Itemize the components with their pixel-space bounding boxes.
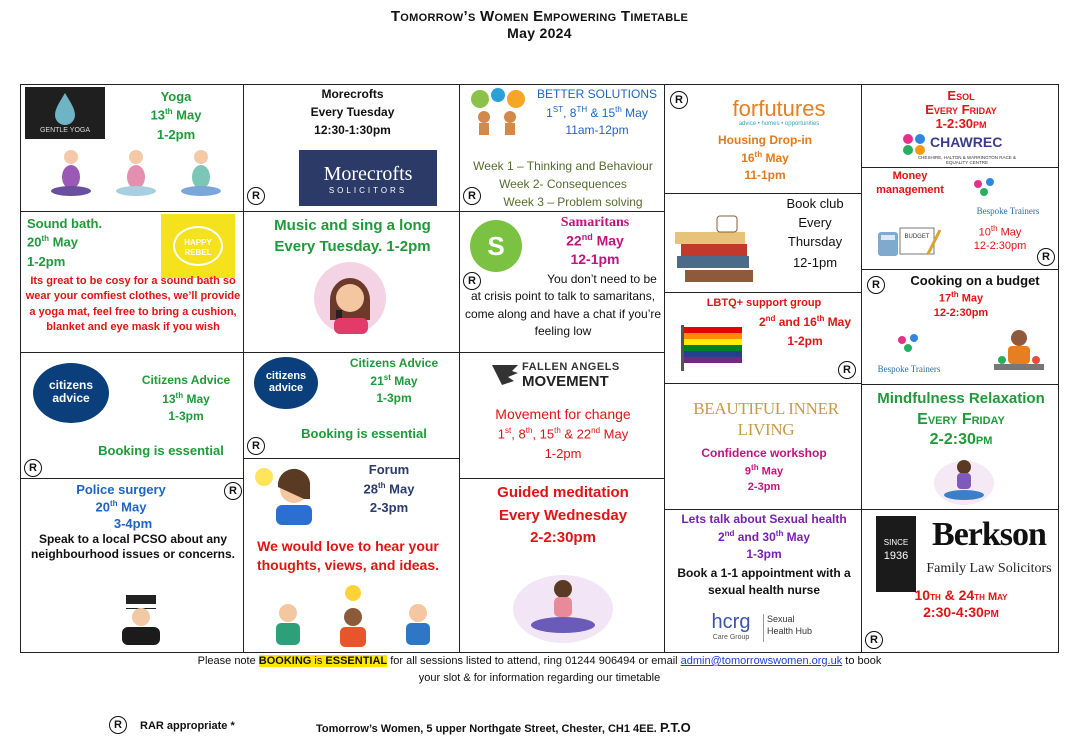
mindfulness-cell [861, 384, 1059, 510]
cooking-title: Cooking on a budget [910, 273, 1040, 288]
yoga-people-icon [41, 147, 231, 197]
bespoke-people-icon [970, 176, 998, 202]
better-solutions-week3: Week 3 – Problem solving [503, 195, 643, 209]
citizens-advice-1-cell [20, 352, 244, 479]
samaritans-logo-icon [468, 218, 524, 274]
sound-bath-time: 1-2pm [27, 254, 66, 269]
book-club-title: Book club [786, 196, 844, 211]
citizens-advice-1-time: 1-3pm [168, 409, 204, 423]
better-solutions-dates: 1ST, 8TH & 15th May [546, 105, 648, 120]
sound-bath-date: 20th May [27, 234, 78, 250]
berkson-logo: Berkson [932, 516, 1046, 553]
page-title: Tomorrow’s Women Empowering Timetable [390, 8, 689, 25]
chef-icon [990, 326, 1048, 378]
mindfulness-time: 2-2:30pm [929, 431, 993, 448]
gears-people-icon [464, 87, 530, 137]
confidence-workshop-time: 2-3pm [747, 481, 781, 493]
rar-mark-icon: R [24, 459, 42, 477]
bespoke-trainers-logo: Bespoke Trainers [976, 206, 1040, 216]
sexual-health-time: 1-3pm [746, 547, 782, 561]
money-management-cell [861, 167, 1059, 270]
better-solutions-time: 11am-12pm [565, 123, 629, 137]
money-management-date: 10th May [978, 224, 1022, 239]
cooking-cell [861, 269, 1059, 385]
meditation-icon [932, 453, 996, 507]
berkson-time: 2:30-4:30pm [923, 604, 999, 620]
fallen-angels-cell: FALLEN ANGELS MOVEMENT Movement for change 1st, 8th, 15th & 22nd May 1-2pm [459, 352, 665, 479]
cooking-date: 17th May [938, 290, 984, 305]
citizens-advice-2-cell [243, 352, 460, 459]
book-club-time: 12-1pm [792, 255, 838, 270]
guided-meditation-time: 2-2:30pm [530, 529, 596, 546]
police-officer-icon [116, 591, 166, 647]
music-cell [243, 211, 460, 353]
citizens-advice-logo: citizens advice [33, 363, 109, 423]
budget-calculator-icon [876, 226, 942, 258]
confidence-workshop-title: Confidence workshop [701, 446, 827, 460]
housing-dropin-time: 11-1pm [744, 168, 786, 182]
esol-when: Every Friday [925, 102, 997, 117]
money-management-time: 12-2:30pm [973, 240, 1027, 252]
yoga-time: 1-2pm [156, 127, 196, 142]
hcrg-logo: hcrg Care Group Sexual Health Hub [711, 611, 813, 641]
confidence-workshop-date: 9th May [744, 463, 784, 478]
forum-date: 28th May [363, 481, 415, 497]
beautiful-inner-living-logo: BEAUTIFUL INNER LIVING [693, 399, 839, 440]
esol-cell [861, 84, 1059, 168]
morecrofts-title: Morecrofts [321, 87, 384, 101]
svg-text:S: S [487, 231, 505, 261]
books-icon [671, 202, 763, 286]
esol-title: Esol [947, 88, 975, 103]
page-subtitle: May 2024 [507, 25, 572, 41]
lgbtq-time: 1-2pm [787, 334, 823, 348]
samaritans-cell [459, 211, 665, 353]
money-management-title: Money management [876, 170, 944, 196]
better-solutions-week1: Week 1 – Thinking and Behaviour [473, 159, 653, 173]
housing-dropin-title: Housing Drop-in [718, 133, 812, 147]
singer-icon [312, 260, 388, 336]
beautiful-inner-living-cell [664, 383, 862, 510]
rar-mark-icon: R [838, 361, 856, 379]
meditation-icon [506, 569, 620, 645]
citizens-advice-1-date: 13th May [162, 391, 210, 406]
rar-mark-icon: R [867, 276, 885, 294]
police-surgery-date: 20th May [95, 499, 147, 515]
chawrec-dots-icon [902, 133, 928, 155]
group-ideas-icon [258, 583, 448, 647]
svg-text:BUDGET: BUDGET [904, 234, 930, 240]
address: Tomorrow’s Women, 5 upper Northgate Street, Chester, CH1 4EE. P.T.O [316, 720, 691, 735]
sexual-health-cell [664, 509, 862, 653]
rar-mark-icon: R [247, 437, 265, 455]
music-title: Music and sing a long [274, 217, 431, 234]
fallen-angels-time: 1-2pm [544, 446, 582, 461]
police-surgery-description: Speak to a local PCSO about any neighbourhood issues or concerns. [30, 532, 236, 561]
lgbtq-dates: 2nd and 16th May [758, 314, 852, 329]
sound-bath-description: Its great to be cosy for a sound bath so wear your comfiest clothes, we’ll provide a yoga mat, feel free to bring a cushion, blanket and eye mask if you wish [25, 275, 241, 334]
rar-mark-icon: R [1037, 248, 1055, 266]
guided-meditation-title: Guided meditation [497, 484, 629, 501]
berkson-cell: SINCE 1936 Berkson Family Law Solicitors 10th & 24th May 2:30-4:30pm R [861, 509, 1059, 653]
samaritans-description: You don’t need to be at crisis point to talk to samaritans, come along and have a chat if you’re feeling low [464, 272, 662, 339]
forum-time: 2-3pm [369, 500, 409, 515]
guided-meditation-when: Every Wednesday [498, 507, 628, 524]
sound-bath-title: Sound bath. [27, 216, 103, 231]
guided-meditation-cell [459, 478, 665, 653]
fallen-angels-title: Movement for change [495, 406, 631, 422]
fallen-angels-dates: 1st, 8th, 15th & 22nd May [497, 426, 629, 442]
better-solutions-title: BETTER SOLUTIONS [536, 87, 658, 101]
thinking-woman-icon [250, 463, 322, 527]
sexual-health-title: Lets talk about Sexual health [681, 512, 847, 526]
booking-note-line2: your slot & for information regarding our timetable [418, 672, 661, 684]
forum-description: We would love to hear your thoughts, views, and ideas. [256, 538, 440, 573]
citizens-advice-logo: citizens advice [254, 357, 318, 409]
yoga-cell [20, 84, 244, 212]
morecrofts-cell [243, 84, 460, 212]
music-when: Every Tuesday. 1-2pm [274, 238, 431, 255]
samaritans-title: Samaritans [560, 215, 630, 230]
samaritans-date: 22nd May [566, 232, 624, 249]
fallen-angels-logo: FALLEN ANGELS [522, 361, 620, 373]
police-surgery-cell [20, 478, 244, 653]
citizens-advice-1-title: Citizens Advice [141, 373, 231, 387]
sexual-health-dates: 2nd and 30th May [717, 529, 811, 544]
morecrofts-when: Every Tuesday [310, 105, 395, 119]
yoga-date: 13th May [150, 107, 202, 123]
morecrofts-logo: Morecrofts SOLICITORS [299, 150, 437, 206]
book-club-cell: Book club Every Thursday 12-1pm [664, 193, 862, 293]
police-surgery-time: 3-4pm [113, 516, 153, 531]
citizens-advice-1-note: Booking is essential [98, 443, 224, 458]
rar-mark-icon: R [247, 187, 265, 205]
sound-bath-cell [20, 211, 244, 353]
forum-title: Forum [368, 462, 410, 477]
rar-mark-icon: R [224, 482, 242, 500]
police-surgery-title: Police surgery [76, 482, 166, 497]
lgbtq-title: LBTQ+ support group [706, 297, 822, 309]
mindfulness-when: Every Friday [917, 411, 1005, 428]
gentle-yoga-logo: GENTLE YOGA [25, 87, 105, 139]
forfutures-logo: forfutures [732, 96, 826, 121]
bespoke-trainers-logo: Bespoke Trainers [877, 364, 941, 374]
rar-mark-icon: R [865, 631, 883, 649]
cooking-time: 12-2:30pm [933, 307, 989, 319]
better-solutions-cell [459, 84, 665, 212]
forfutures-cell: forfutures advice • homes • opportunities Housing Drop-in 16th May 11-1pm R [664, 84, 862, 194]
forum-cell [243, 458, 460, 653]
rar-mark-icon: R [670, 91, 688, 109]
sexual-health-description: Book a 1-1 appointment with a sexual health nurse [677, 566, 851, 598]
better-solutions-week2: Week 2- Consequences [499, 177, 627, 191]
berkson-dates: 10th & 24th May [914, 587, 1008, 603]
yoga-title: Yoga [160, 89, 192, 104]
housing-dropin-date: 16th May [741, 150, 789, 165]
citizens-advice-2-title: Citizens Advice [349, 356, 439, 370]
berkson-since-badge: SINCE 1936 [876, 516, 916, 592]
rar-mark-icon: R [463, 272, 481, 290]
email-link[interactable]: admin@tomorrowswomen.org.uk [680, 655, 843, 667]
citizens-advice-2-date: 21st May [370, 373, 418, 388]
rar-legend: RAR appropriate * [140, 720, 235, 732]
lgbtq-cell [664, 292, 862, 384]
citizens-advice-2-time: 1-3pm [376, 391, 412, 405]
rar-mark-icon: R [463, 187, 481, 205]
happy-rebel-logo: HAPPY REBEL [161, 214, 235, 278]
citizens-advice-2-note: Booking is essential [301, 426, 427, 441]
wing-icon [490, 361, 520, 387]
pride-flag-icon [679, 321, 745, 373]
morecrofts-time: 12:30-1:30pm [314, 123, 391, 137]
bespoke-people-icon [894, 332, 922, 358]
mindfulness-title: Mindfulness Relaxation [877, 390, 1045, 407]
chawrec-logo: CHAWREC CHESHIRE, HALTON & WARRINGTON RACE & EQUALITY CENTRE [902, 133, 1022, 167]
rar-mark-icon: R [109, 716, 127, 734]
esol-time: 1-2:30pm [935, 116, 987, 131]
samaritans-time: 12-1pm [570, 251, 620, 267]
book-club-when: Every [798, 215, 832, 230]
booking-note: Please note BOOKING is ESSENTIAL for all sessions listed to attend, ring 01244 906494 or email admin@tomorrowswomen.org.uk to book [197, 655, 882, 667]
